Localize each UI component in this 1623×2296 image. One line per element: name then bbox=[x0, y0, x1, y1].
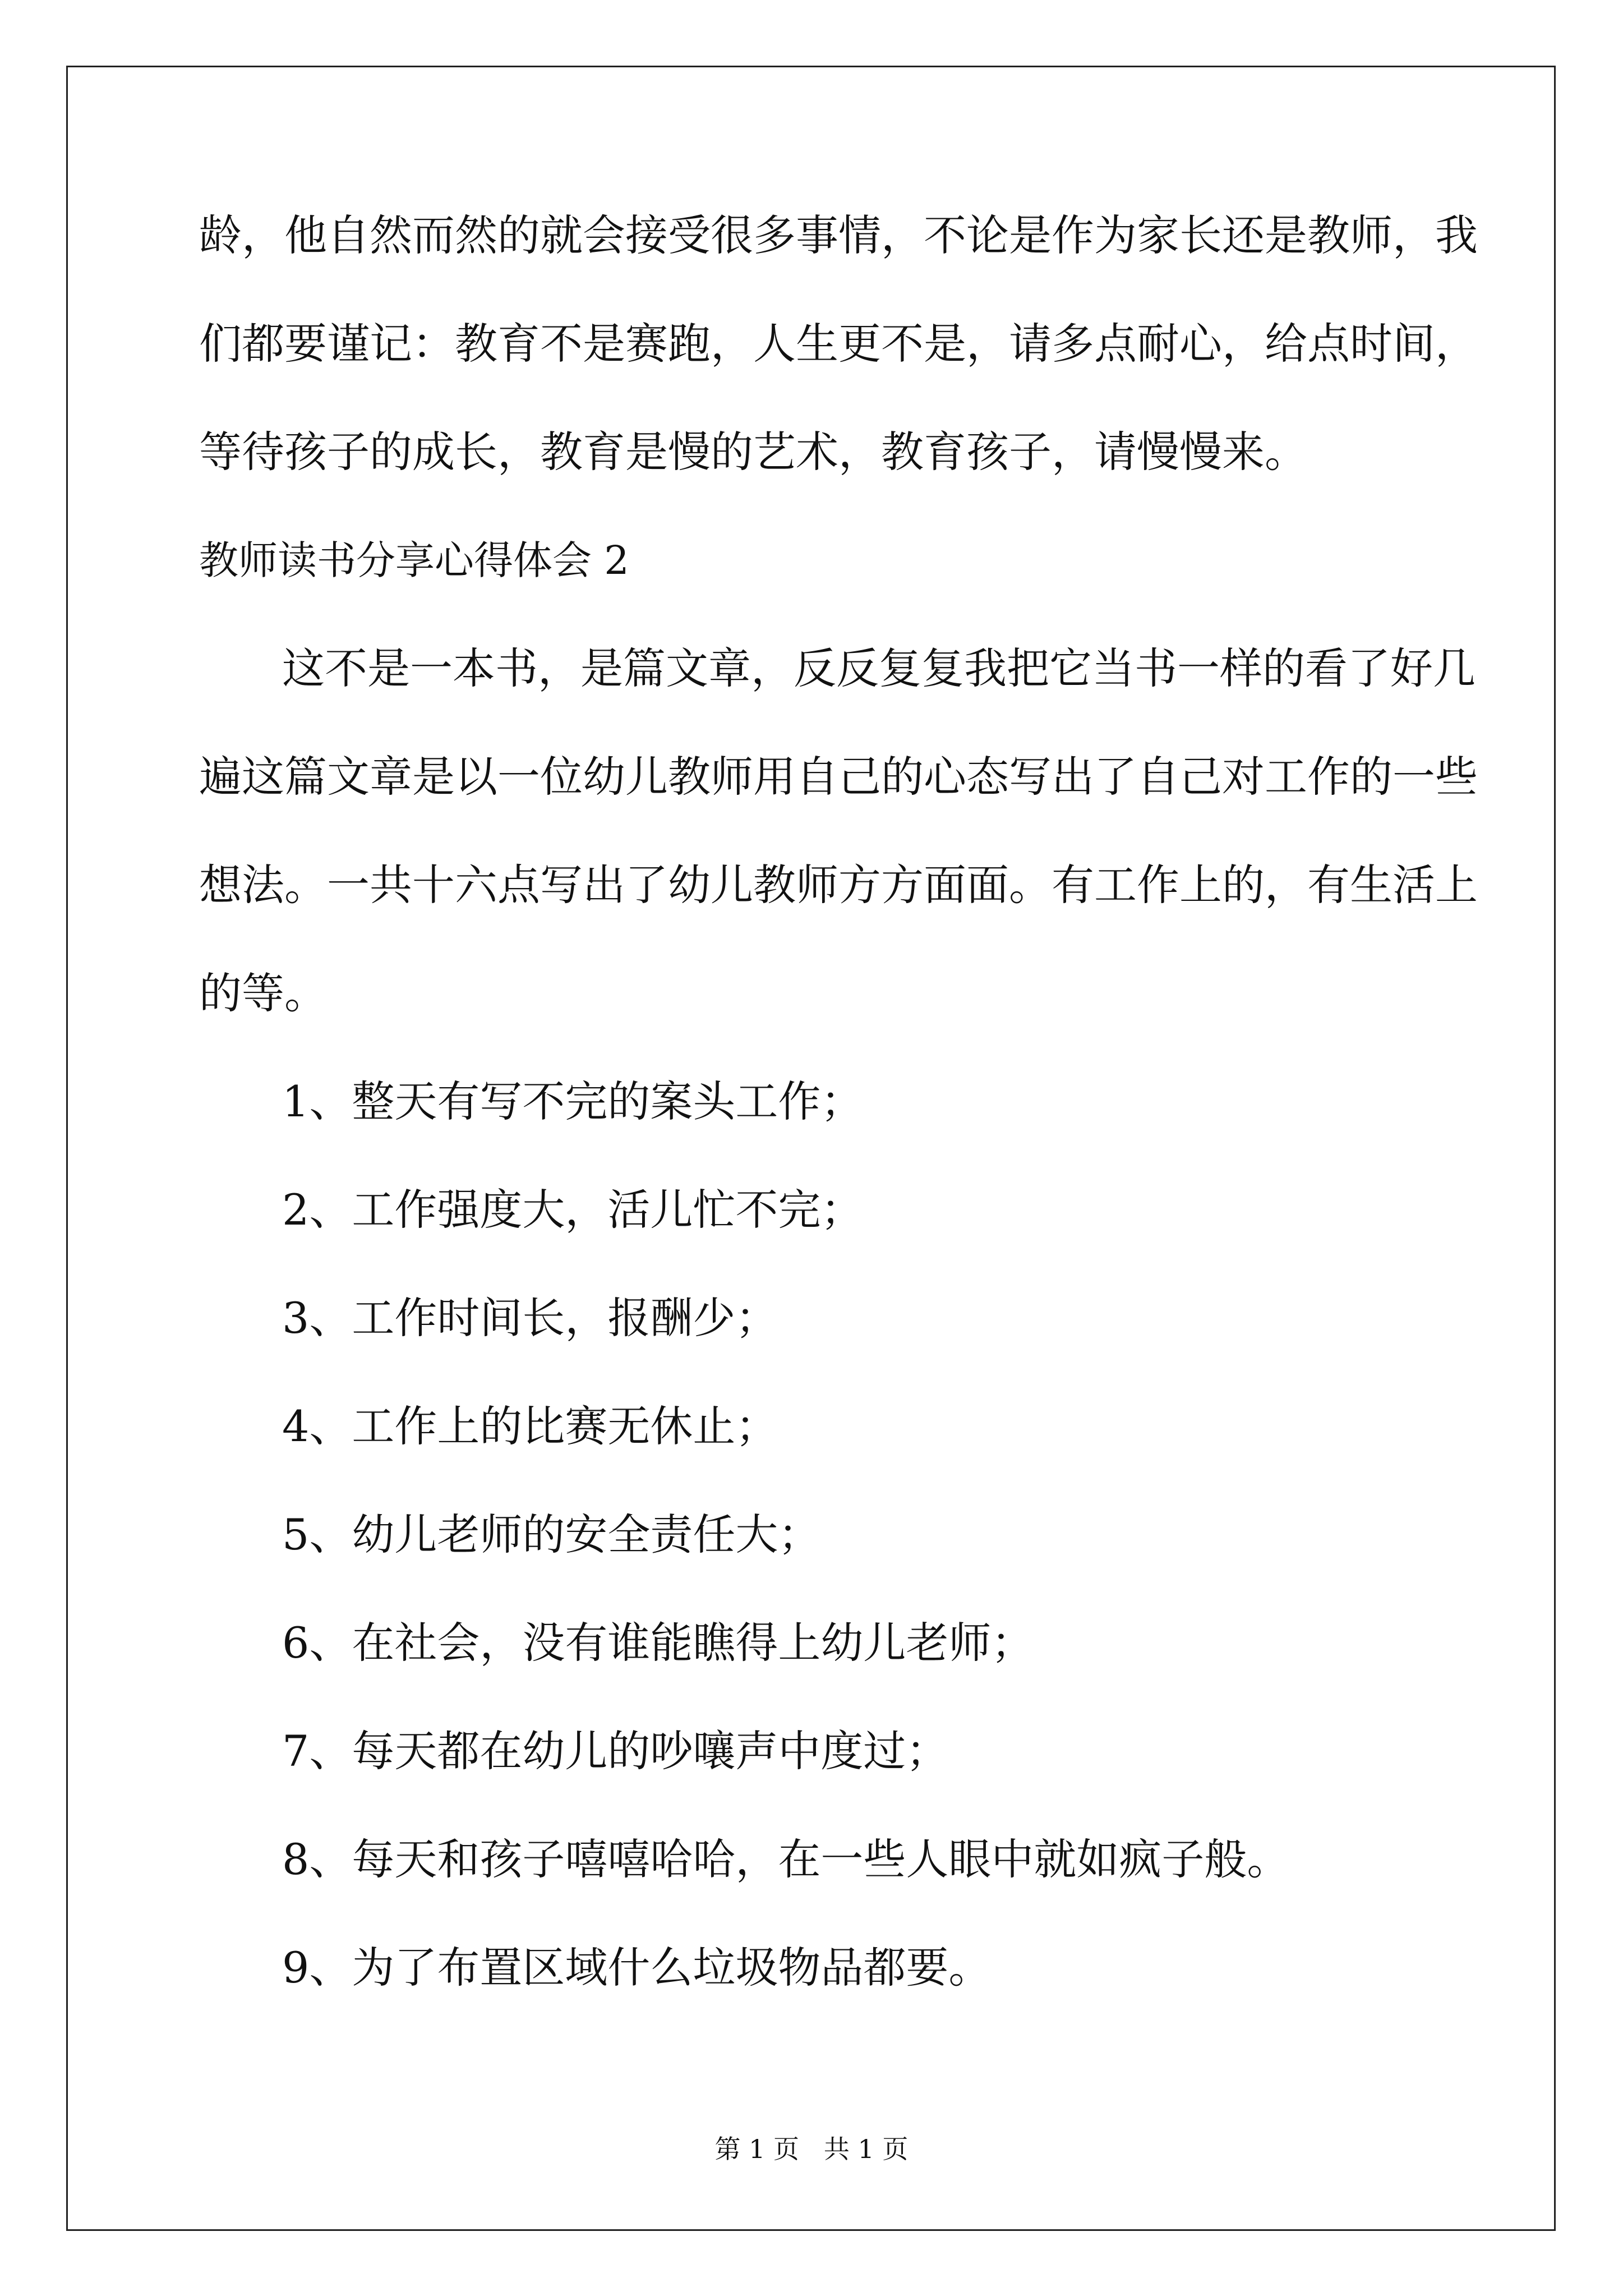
list-item: 9、为了布置区域什么垃圾物品都要。 bbox=[282, 1943, 992, 1993]
list-item: 2、工作强度大，活儿忙不完； bbox=[282, 1185, 864, 1235]
paragraph-line: 等待孩子的成长，教育是慢的艺术，教育孩子，请慢慢来。 bbox=[199, 427, 1307, 477]
paragraph-line: 的等。 bbox=[199, 968, 327, 1018]
list-item: 3、工作时间长，报酬少； bbox=[282, 1293, 778, 1343]
paragraph-line: 想法。一共十六点写出了幼儿教师方方面面。有工作上的，有生活上 bbox=[199, 860, 1478, 910]
paragraph-line: 这不是一本书，是篇文章，反反复复我把它当书一样的看了好几 bbox=[282, 643, 1476, 693]
document-body bbox=[199, 210, 1478, 1993]
list-item: 8、每天和孩子嘻嘻哈哈，在一些人眼中就如疯子般。 bbox=[282, 1834, 1290, 1884]
list-item: 6、在社会，没有谁能瞧得上幼儿老师； bbox=[282, 1618, 1034, 1668]
page-number-footer: 第 1 页 共 1 页 bbox=[714, 2134, 909, 2164]
section-title: 教师读书分享心得体会 2 bbox=[199, 537, 629, 583]
list-item: 5、幼儿老师的安全责任大； bbox=[282, 1510, 821, 1559]
paragraph-line: 们都要谨记：教育不是赛跑，人生更不是，请多点耐心，给点时间， bbox=[199, 319, 1478, 369]
paragraph-line: 龄，他自然而然的就会接受很多事情，不论是作为家长还是教师，我 bbox=[199, 210, 1478, 260]
list-item: 4、工作上的比赛无休止； bbox=[282, 1401, 778, 1451]
paragraph-line: 遍这篇文章是以一位幼儿教师用自己的心态写出了自己对工作的一些 bbox=[199, 752, 1478, 802]
list-item: 7、每天都在幼儿的吵嚷声中度过； bbox=[282, 1726, 949, 1776]
list-item: 1、整天有写不完的案头工作； bbox=[282, 1076, 864, 1126]
